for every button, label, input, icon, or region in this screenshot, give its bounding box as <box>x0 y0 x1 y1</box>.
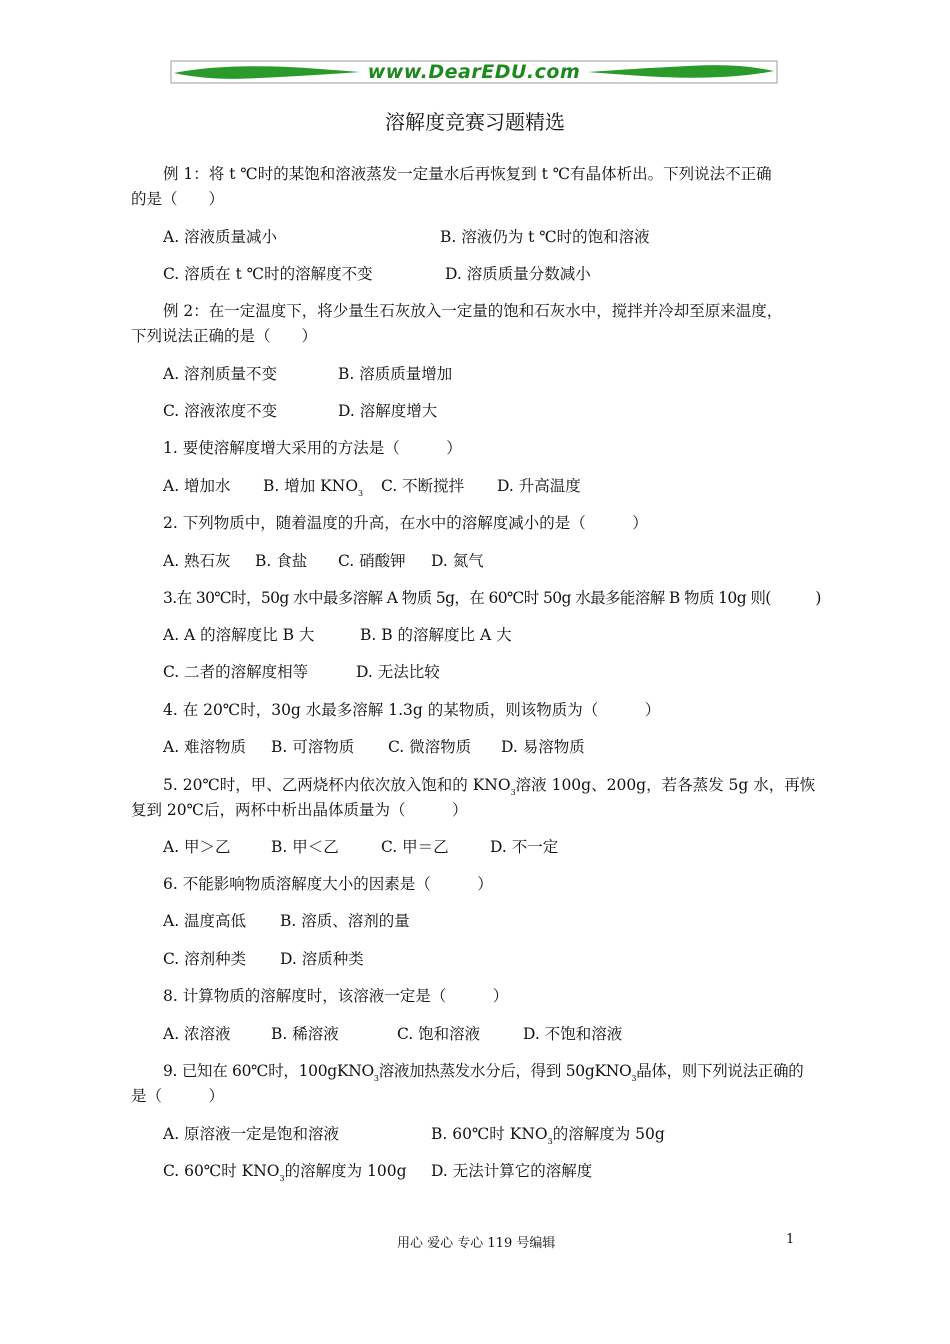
ex1-option-d: D. 溶质质量分数减小 <box>445 265 591 283</box>
q9-option-c <box>163 1161 407 1189</box>
q4-option-d: D. 易溶物质 <box>501 738 585 756</box>
ex2-stem-line2: 下列说法正确的是（ ） <box>131 327 318 345</box>
q1-option-b <box>263 476 363 504</box>
q2-option-c: C. 硝酸钾 <box>338 552 406 570</box>
q8-option-a: A. 浓溶液 <box>163 1025 231 1043</box>
ex1-option-a: A. 溶液质量减小 <box>163 228 278 246</box>
q5-stem-part1: 5. 20℃时，甲、乙两烧杯内依次放入饱和的 KNO <box>163 776 511 794</box>
q5-stem-line1 <box>163 775 815 803</box>
q2-option-a: A. 熟石灰 <box>163 552 231 570</box>
q8-option-b: B. 稀溶液 <box>271 1025 339 1043</box>
q9-stem-part1: 9. 已知在 60℃时，100gKNO <box>163 1062 374 1080</box>
q1-stem: 1. 要使溶解度增大采用的方法是（ ） <box>163 439 462 457</box>
q3-option-b: B. B 的溶解度比 A 大 <box>360 626 512 644</box>
ex2-option-c: C. 溶液浓度不变 <box>163 402 278 420</box>
q9-option-b <box>431 1124 665 1152</box>
ex1-option-b: B. 溶液仍为 t ℃时的饱和溶液 <box>440 228 650 246</box>
ex1-option-c: C. 溶质在 t ℃时的溶解度不变 <box>163 265 373 283</box>
page-title: 溶解度竞赛习题精选 <box>385 110 565 134</box>
q5-option-b: B. 甲＜乙 <box>271 838 339 856</box>
q6-stem: 6. 不能影响物质溶解度大小的因素是（ ） <box>163 875 493 893</box>
q4-option-c: C. 微溶物质 <box>388 738 472 756</box>
q9-stem-line2: 是（ ） <box>131 1087 225 1105</box>
q3-stem: 3.在 30℃时，50g 水中最多溶解 A 物质 5g，在 60℃时 50g 水最多能溶解 B 物质 10g 则( ) <box>163 589 821 607</box>
ex1-stem-line2: 的是（ ） <box>131 190 225 208</box>
q9-option-c-text: C. 60℃时 KNO <box>163 1162 280 1180</box>
q3-option-d: D. 无法比较 <box>356 663 440 681</box>
q9-stem-part3: 晶体，则下列说法正确的 <box>636 1062 804 1080</box>
q9-stem-line1 <box>163 1061 803 1089</box>
q6-option-c: C. 溶剂种类 <box>163 950 247 968</box>
footer-text: 用心 爱心 专心 119 号编辑 <box>397 1236 556 1251</box>
banner-site-text: www.DearEDU.com <box>367 61 581 83</box>
q6-option-a: A. 温度高低 <box>163 912 247 930</box>
subscript-3: 3 <box>547 1137 553 1146</box>
q9-option-b-text2: 的溶解度为 50g <box>552 1125 665 1143</box>
q5-option-a: A. 甲＞乙 <box>163 838 231 856</box>
q2-option-b: B. 食盐 <box>255 552 308 570</box>
subscript-3: 3 <box>358 489 364 498</box>
q4-option-b: B. 可溶物质 <box>271 738 355 756</box>
subscript-3: 3 <box>373 1074 379 1083</box>
subscript-3: 3 <box>279 1174 285 1183</box>
q9-option-d: D. 无法计算它的溶解度 <box>431 1162 593 1180</box>
ex2-option-a: A. 溶剂质量不变 <box>163 365 278 383</box>
q6-option-d: D. 溶质种类 <box>280 950 364 968</box>
q4-option-a: A. 难溶物质 <box>163 738 247 756</box>
q8-stem: 8. 计算物质的溶解度时，该溶液一定是（ ） <box>163 987 509 1005</box>
q4-stem: 4. 在 20℃时，30g 水最多溶解 1.3g 的某物质，则该物质为（ ） <box>163 701 661 719</box>
q1-option-a: A. 增加水 <box>163 477 231 495</box>
q3-option-c: C. 二者的溶解度相等 <box>163 663 309 681</box>
q9-stem-part2: 溶液加热蒸发水分后，得到 50gKNO <box>378 1062 632 1080</box>
q5-option-d: D. 不一定 <box>490 838 559 856</box>
q9-option-b-text: B. 60℃时 KNO <box>431 1125 548 1143</box>
subscript-3: 3 <box>631 1074 637 1083</box>
q9-option-c-text2: 的溶解度为 100g <box>284 1162 407 1180</box>
ex2-option-b: B. 溶质质量增加 <box>338 365 453 383</box>
q5-option-c: C. 甲＝乙 <box>381 838 449 856</box>
q1-option-b-text: B. 增加 KNO <box>263 477 359 495</box>
q2-stem: 2. 下列物质中，随着温度的升高，在水中的溶解度减小的是（ ） <box>163 514 648 532</box>
site-banner <box>170 60 778 84</box>
q1-option-c: C. 不断搅拌 <box>381 477 465 495</box>
q8-option-c: C. 饱和溶液 <box>397 1025 481 1043</box>
q3-option-a: A. A 的溶解度比 B 大 <box>163 626 315 644</box>
q6-option-b: B. 溶质、溶剂的量 <box>280 912 410 930</box>
q1-option-d: D. 升高温度 <box>497 477 581 495</box>
q2-option-d: D. 氮气 <box>431 552 484 570</box>
ex1-stem-line1: 例 1：将 t ℃时的某饱和溶液蒸发一定量水后再恢复到 t ℃有晶体析出。下列说法不正确 <box>163 165 772 183</box>
q5-stem-part2: 溶液 100g、200g，若各蒸发 5g 水，再恢 <box>515 776 816 794</box>
ex2-option-d: D. 溶解度增大 <box>338 402 438 420</box>
q5-stem-line2: 复到 20℃后，两杯中析出晶体质量为（ ） <box>131 801 468 819</box>
q8-option-d: D. 不饱和溶液 <box>523 1025 623 1043</box>
ex2-stem-line1: 例 2：在一定温度下，将少量生石灰放入一定量的饱和石灰水中，搅拌并冷却至原来温度， <box>163 302 783 320</box>
subscript-3: 3 <box>510 788 516 797</box>
page-number: 1 <box>786 1232 795 1247</box>
q9-option-a: A. 原溶液一定是饱和溶液 <box>163 1125 340 1143</box>
